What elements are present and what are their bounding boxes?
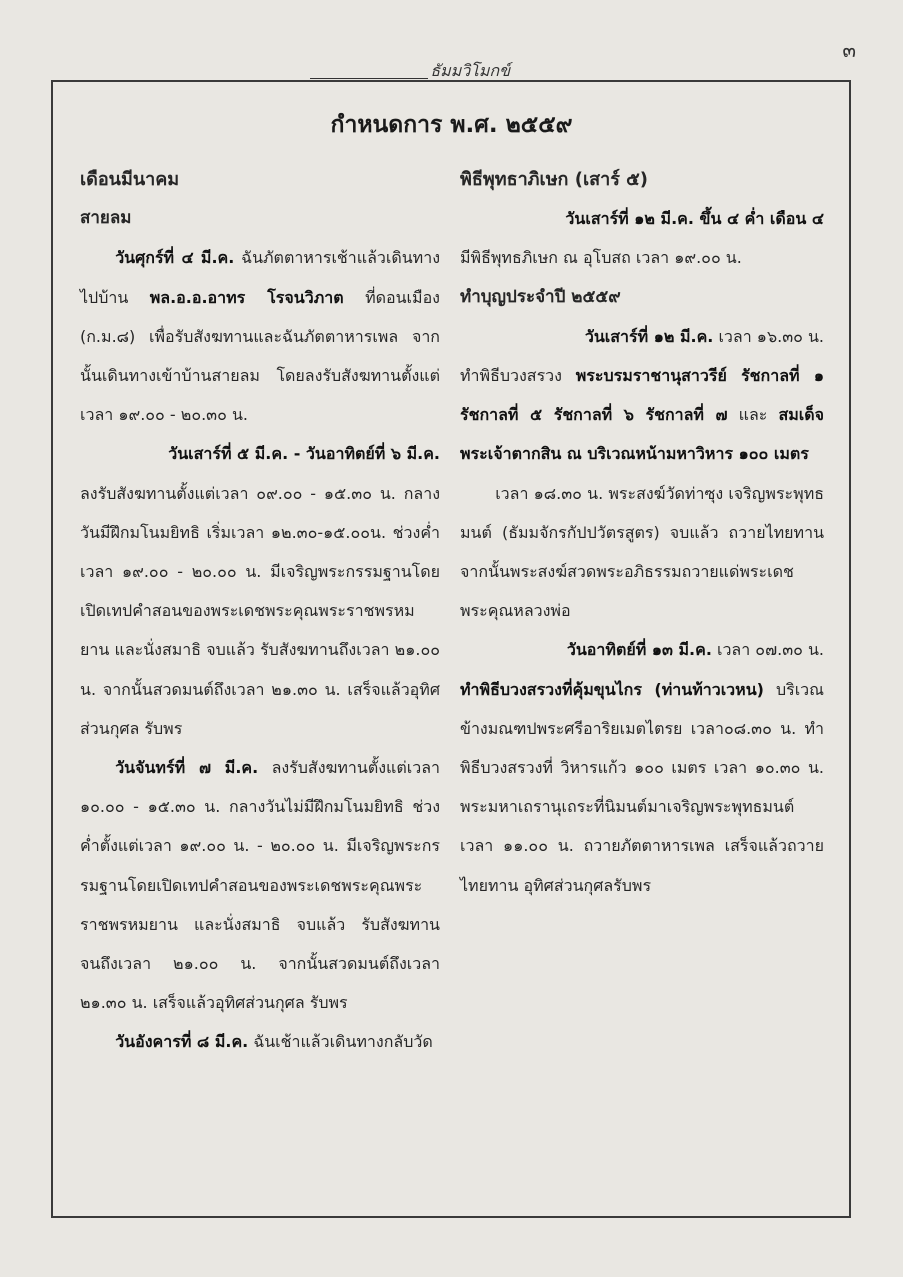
schedule-date: วันอาทิตย์ที่ ๑๓ มี.ค.: [566, 640, 712, 660]
schedule-date-line: [460, 317, 824, 356]
schedule-text: ที่ดอนเมือง (ก.ม.๘) เพื่อรับสังฆทานและฉันภัตตาหารเพล จากนั้นเดินทางเข้าบ้านสายลม โดยลงรับสังฆทานตั้งแต่เวลา ๑๙.๐๐ - ๒๐.๓๐ น.: [80, 287, 440, 425]
schedule-date: วันเสาร์ที่ ๕ มี.ค. - วันอาทิตย์ที่ ๖ มี.ค.: [168, 444, 440, 464]
schedule-paragraph: [80, 748, 440, 1022]
schedule-paragraph: [80, 1022, 440, 1061]
schedule-paragraph: เวลา ๑๘.๓๐ น. พระสงฆ์วัดท่าซุง เจริญพระพุทธมนต์ (ธัมมจักรกัปปวัตรสูตร) จบแล้ว ถวายไทยทาน จากนั้นพระสงฆ์สวดพระอภิธรรมถวายแด่พระเดชพระคุณหลวงพ่อ: [460, 483, 824, 621]
schedule-date-line: [80, 434, 440, 473]
ceremony-text: มีพิธีพุทธภิเษก ณ อุโบสถ เวลา ๑๙.๐๐ น.: [460, 248, 742, 268]
ceremony-date-text: วันเสาร์ที่ ๑๒ มี.ค. ขึ้น ๔ ค่ำ เดือน ๔: [565, 209, 824, 229]
monument-location: สมเด็จพระเจ้าตากสิน ณ บริเวณหน้ามหาวิหาร ๑๐๐ เมตร: [460, 405, 825, 464]
ceremony-date: [460, 199, 824, 238]
schedule-paragraph: [80, 238, 440, 434]
schedule-date: วันอังคารที่ ๘ มี.ค.: [115, 1032, 249, 1052]
page-title: กำหนดการ พ.ศ. ๒๕๕๙: [330, 112, 573, 138]
place-heading: สายลม: [80, 208, 132, 229]
page-number: ๓: [842, 38, 856, 62]
schedule-paragraph: ลงรับสังฆทานตั้งแต่เวลา ๐๙.๐๐ - ๑๕.๓๐ น. กลางวันมีฝึกมโนมยิทธิ เริ่มเวลา ๑๒.๓๐-๑๕.๐๐น. ช่วงค่ำ เวลา ๑๙.๐๐ - ๒๐.๐๐ น. มีเจริญพระกรรมฐานโดยเปิดเทปคำสอนของพระเดชพระคุณพระราชพรหมยาน และนั่งสมาธิ จบแล้ว รับสังฆทานถึงเวลา ๒๑.๐๐ น. จากนั้นสวดมนต์ถึงเวลา ๒๑.๓๐ น. เสร็จแล้วอุทิศส่วนกุศล รับพร: [80, 483, 440, 738]
schedule-date: วันจันทร์ที่ ๗ มี.ค.: [115, 758, 259, 778]
host-name: พล.อ.อ.อาทร โรจนวิภาต: [149, 287, 344, 307]
ceremony-heading: พิธีพุทธาภิเษก (เสาร์ ๕): [460, 169, 648, 190]
schedule-time: เวลา ๑๖.๓๐ น.: [713, 326, 824, 346]
schedule-time: เวลา ๐๗.๓๐ น.: [711, 640, 824, 660]
annual-merit-heading: ทำบุญประจำปี ๒๕๕๙: [460, 286, 621, 307]
schedule-date-line: [460, 630, 824, 669]
schedule-date: วันศุกร์ที่ ๔ มี.ค.: [115, 248, 235, 268]
schedule-text: บริเวณข้างมณฑปพระศรีอาริยเมตไตรย เวลา๐๘.๓๐ น. ทำพิธีบวงสรวงที่ วิหารแก้ว ๑๐๐ เมตร เวลา ๑๐.๓๐ น. พระมหาเถรานุเถระที่นิมนต์มาเจริญพระพุทธมนต์ เวลา ๑๑.๐๐ น. ถวายภัตตาหารเพล เสร็จแล้วถวายไทยทาน อุทิศส่วนกุศลรับพร: [460, 679, 824, 895]
right-column: [460, 160, 824, 905]
ritual-title: ทำพิธีบวงสรวงที่คุ้มขุนไกร (ท่านท้าวเวหน): [460, 679, 764, 699]
schedule-text: ลงรับสังฆทานตั้งแต่เวลา ๑๐.๐๐ - ๑๕.๓๐ น. กลางวันไม่มีฝึกมโนมยิทธิ ช่วงค่ำตั้งแต่เวลา ๑๙.๐๐ น. - ๒๐.๐๐ น. มีเจริญพระกรรมฐานโดยเปิดเทปคำสอนของพระเดชพระคุณพระราชพรหมยาน และนั่งสมาธิ จบแล้ว รับสังฆทานจนถึงเวลา ๒๑.๐๐ น. จากนั้นสวดมนต์ถึงเวลา ๒๑.๓๐ น. เสร็จแล้วอุทิศส่วนกุศล รับพร: [80, 758, 441, 1013]
schedule-text: และ: [727, 405, 779, 425]
running-header-text: ธัมมวิโมกข์: [430, 61, 510, 80]
schedule-date: วันเสาร์ที่ ๑๒ มี.ค.: [584, 326, 714, 346]
schedule-text: ฉันเช้าแล้วเดินทางกลับวัด: [248, 1032, 433, 1052]
monument-names: พระบรมราชานุสาวรีย์ รัชกาลที่ ๑ รัชกาลที่ ๕ รัชกาลที่ ๖ รัชกาลที่ ๗: [460, 366, 824, 425]
month-heading: เดือนมีนาคม: [80, 169, 180, 190]
schedule-text: ทำพิธีบวงสรวง: [460, 366, 576, 386]
header-rule: [310, 78, 428, 79]
left-column: [80, 160, 440, 1062]
schedule-paragraph: [460, 670, 824, 905]
schedule-text: ฉันภัตตาหารเช้าแล้วเดินทางไปบ้าน: [80, 248, 441, 307]
schedule-paragraph: [460, 356, 824, 474]
